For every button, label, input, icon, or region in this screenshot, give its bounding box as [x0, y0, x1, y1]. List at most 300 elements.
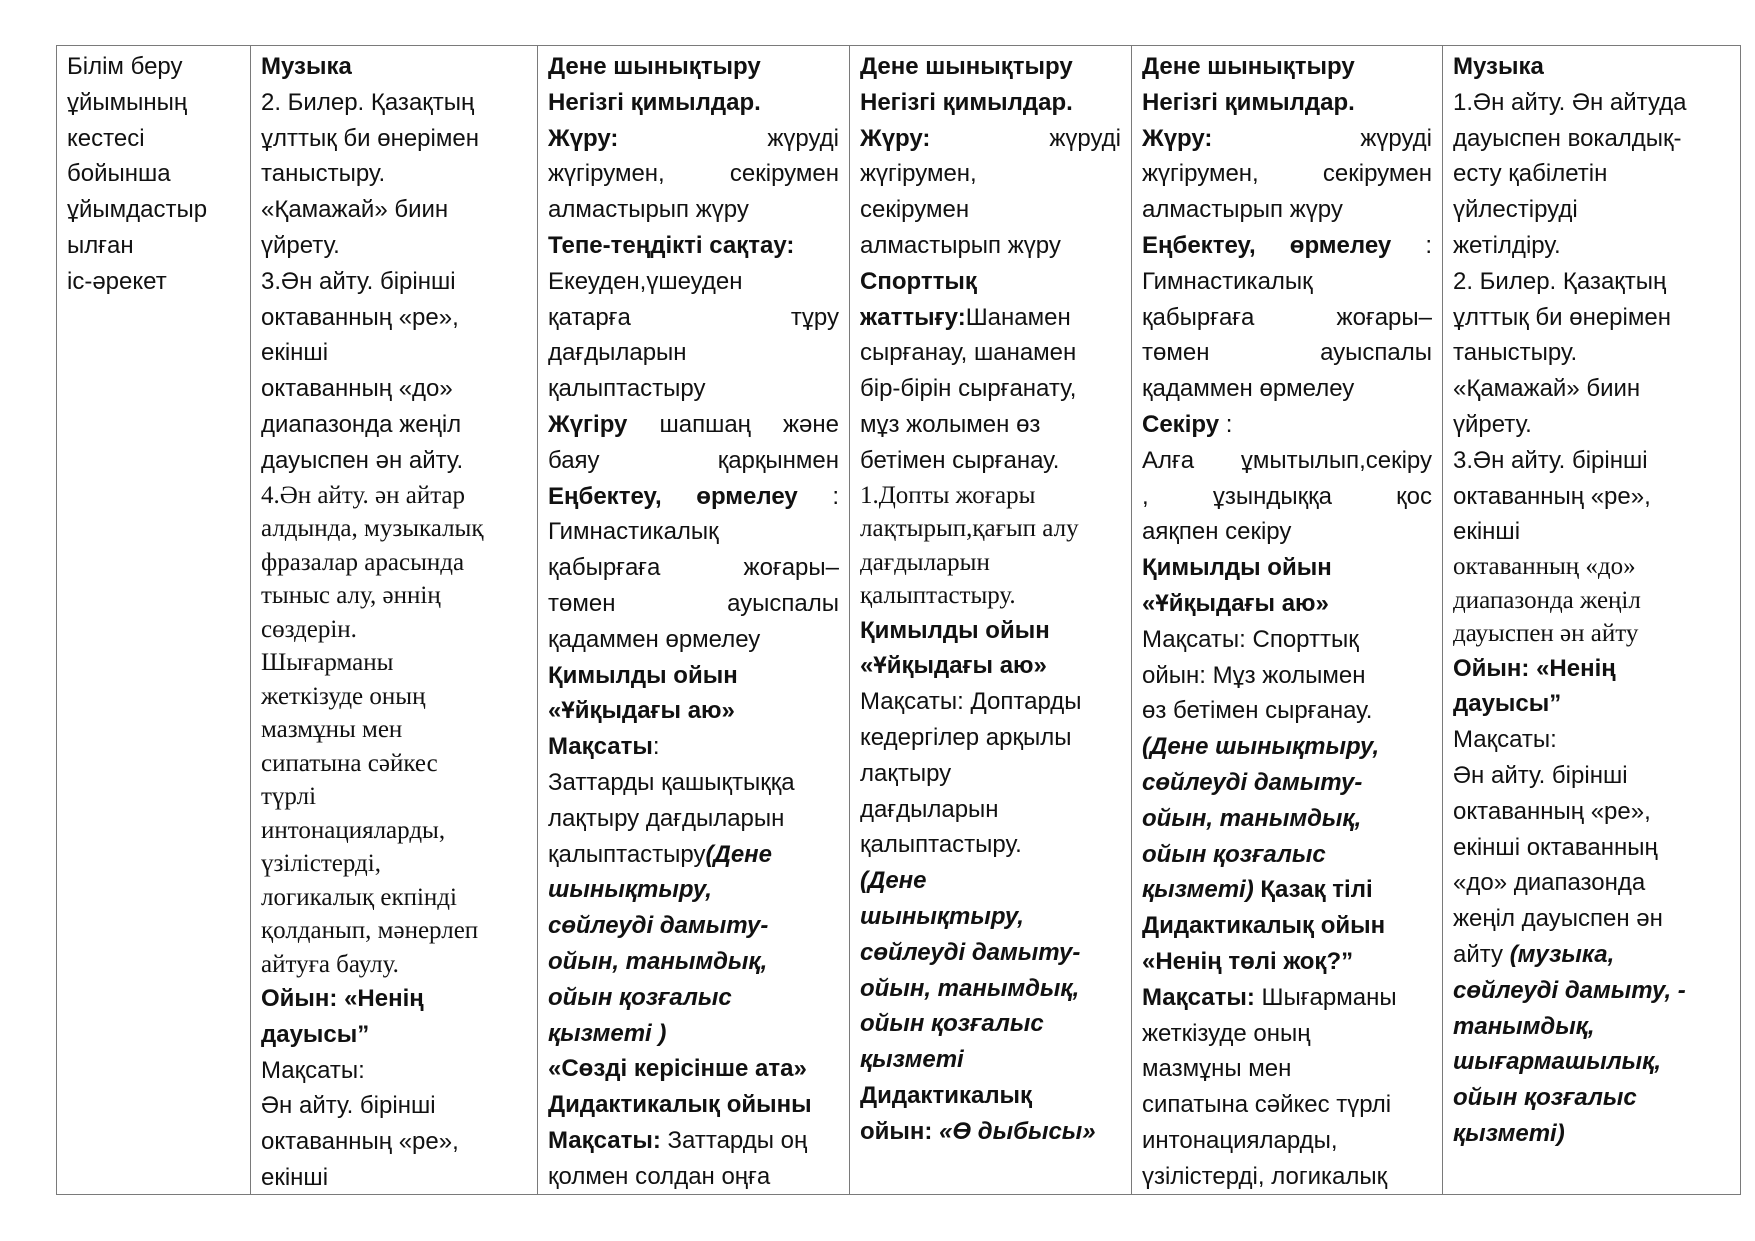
- cell-text: Қимылды ойын: [860, 616, 1050, 644]
- row-header-cell: [57, 46, 251, 1195]
- cell-text: лақтыру: [860, 759, 952, 787]
- column-cell-1: [251, 46, 538, 1195]
- cell-text: төмен ауыспалы: [548, 589, 839, 617]
- cell-line: [548, 156, 839, 192]
- cell-text: ұлттық би өнерімен: [261, 124, 479, 152]
- cell-text: октаванның «до»: [1453, 553, 1636, 581]
- row-header-line: ылған: [67, 231, 134, 259]
- cell-text: Секіру: [1142, 410, 1220, 438]
- cell-text: сырғанау, шанамен: [860, 339, 1077, 367]
- cell-text: қалыптастыру: [548, 375, 706, 403]
- cell-text: ойын қозғалыс: [1453, 1084, 1637, 1112]
- cell-line: [1453, 722, 1730, 758]
- cell-text: сөйлеуді дамыту-: [860, 938, 1081, 966]
- cell-text: «Сөзді керісінше ата»: [548, 1055, 807, 1083]
- cell-text: Мақсаты:: [1142, 983, 1255, 1011]
- cell-text: октаванның «до»: [261, 375, 453, 403]
- cell-text: октаванның «ре»,: [1453, 797, 1651, 825]
- row-header-line: ұйымының: [67, 88, 188, 116]
- cell-text: қызметі: [860, 1046, 964, 1074]
- cell-text: қызметі ): [548, 1019, 667, 1047]
- cell-text: «Ненің төлі жоқ?”: [1142, 947, 1354, 975]
- cell-text: Шанамен: [965, 303, 1071, 331]
- cell-line: [261, 981, 527, 1017]
- cell-text: қызметі): [1142, 876, 1254, 904]
- cell-line: [548, 908, 839, 944]
- cell-text: Мақсаты: Доптарды: [860, 688, 1082, 716]
- cell-text: кедергілер арқылы: [860, 723, 1072, 751]
- cell-line: [261, 407, 527, 443]
- cell-line: [261, 747, 527, 781]
- cell-line: [261, 479, 527, 513]
- cell-line: [261, 814, 527, 848]
- cell-text: үйлестіруді: [1453, 196, 1578, 224]
- cell-line: [261, 121, 527, 157]
- cell-text: аяқпен секіру: [1142, 518, 1292, 546]
- cell-line: [1142, 693, 1432, 729]
- row-header-line: бойынша: [67, 160, 171, 188]
- cell-text: алмастырып жүру: [1142, 196, 1343, 224]
- cell-line: [548, 729, 839, 765]
- cell-text: Мақсаты:: [548, 1126, 661, 1154]
- cell-line: [1453, 758, 1730, 794]
- cell-text: «Ұйқыдағы аю»: [548, 697, 735, 725]
- cell-line: [548, 1087, 839, 1123]
- cell-text: төмен ауыспалы: [1142, 339, 1432, 367]
- cell-text: бетімен сырғанау.: [860, 446, 1060, 474]
- cell-line: [548, 1051, 839, 1087]
- cell-text: 2. Билер. Қазақтың: [1453, 267, 1667, 295]
- cell-line: [1453, 1009, 1730, 1045]
- cell-content: [1453, 49, 1730, 1189]
- cell-line: [1142, 729, 1432, 765]
- cell-line: [1453, 617, 1730, 651]
- cell-text: Ән айту. бірінші: [261, 1092, 436, 1120]
- cell-content: [860, 49, 1121, 1189]
- cell-line: [548, 1159, 839, 1189]
- cell-line: [860, 1006, 1121, 1042]
- cell-text: ойын, танымдық,: [548, 947, 768, 975]
- cell-text: Заттарды қашықтыққа: [548, 768, 795, 796]
- cell-line: [1142, 1051, 1432, 1087]
- cell-line: [860, 684, 1121, 720]
- cell-line: [1142, 1016, 1432, 1052]
- cell-text: Ойын: «Ненің: [261, 985, 424, 1013]
- cell-text: Шығарманы: [261, 649, 394, 677]
- cell-line: [1142, 980, 1432, 1016]
- cell-line: [548, 765, 839, 801]
- cell-text: интонацияларды,: [1142, 1126, 1338, 1154]
- row-header-text: [67, 49, 240, 1189]
- cell-line: [860, 264, 1121, 300]
- cell-text: Алға ұмытылып,секіру: [1142, 446, 1432, 474]
- cell-text: шапшаң және: [627, 410, 839, 438]
- cell-line: [548, 407, 839, 443]
- cell-line: [1453, 443, 1730, 479]
- cell-text: Негізгі қимылдар.: [548, 88, 761, 116]
- cell-line: [1453, 865, 1730, 901]
- cell-line: [261, 546, 527, 580]
- cell-text: сөйлеуді дамыту-: [1142, 768, 1363, 796]
- cell-text: фразалар арасында: [261, 548, 465, 576]
- cell-line: [860, 49, 1121, 85]
- cell-text: ойын қозғалыс: [548, 983, 732, 1011]
- cell-line: [1453, 550, 1730, 584]
- cell-text: Гимнастикалық: [548, 518, 719, 546]
- cell-line: [548, 1123, 839, 1159]
- cell-text: «Ө дыбысы»: [939, 1117, 1096, 1145]
- cell-line: [1453, 479, 1730, 515]
- cell-text: ойын: Мұз жолымен: [1142, 661, 1366, 689]
- cell-text: Дене шынықтыру: [860, 53, 1073, 80]
- cell-line: [261, 847, 527, 881]
- cell-line: [860, 935, 1121, 971]
- cell-line: [1142, 765, 1432, 801]
- cell-line: [1453, 335, 1730, 371]
- cell-text: дауысы”: [261, 1020, 370, 1048]
- cell-text: Гимнастикалық: [1142, 267, 1313, 295]
- cell-line: [860, 371, 1121, 407]
- cell-text: қолмен солдан оңға: [548, 1162, 771, 1189]
- cell-text: ойын, танымдық,: [1142, 804, 1362, 832]
- cell-line: [548, 335, 839, 371]
- cell-text: дауыспен вокалдық-: [1453, 124, 1682, 152]
- cell-text: «Қамажай» биин: [261, 196, 449, 224]
- cell-text: жүруді: [618, 124, 839, 152]
- cell-text: қалыптастыру: [548, 840, 706, 868]
- cell-text: 3.Ән айту. бірінші: [261, 267, 456, 295]
- cell-line: [548, 228, 839, 264]
- cell-text: лақтыру дағдыларын: [548, 804, 785, 832]
- cell-text: қадаммен өрмелеу: [1142, 375, 1355, 403]
- cell-line: [261, 948, 527, 982]
- cell-text: Дене шынықтыру: [548, 53, 761, 80]
- cell-text: қалыптастыру.: [860, 831, 1022, 859]
- cell-text: таныстыру.: [261, 160, 386, 188]
- cell-text: танымдық,: [1453, 1012, 1595, 1040]
- cell-line: [860, 443, 1121, 479]
- cell-line: [1453, 1080, 1730, 1116]
- cell-text: :: [652, 733, 660, 761]
- cell-line: [548, 980, 839, 1016]
- cell-line: [1453, 371, 1730, 407]
- cell-line: [261, 335, 527, 371]
- cell-text: 1.Ән айту. Ән айтуда: [1453, 88, 1687, 116]
- cell-line: [1142, 443, 1432, 479]
- cell-line: [860, 827, 1121, 863]
- cell-text: :: [1219, 410, 1233, 438]
- cell-line: [860, 1114, 1121, 1150]
- cell-line: [1142, 550, 1432, 586]
- cell-line: [1142, 908, 1432, 944]
- cell-text: 4.Ән айту. ән айтар: [261, 481, 466, 509]
- cell-line: [1453, 228, 1730, 264]
- table-row: [57, 46, 1741, 1195]
- cell-text: екінші: [1453, 518, 1521, 546]
- cell-line: [1142, 121, 1432, 157]
- cell-text: лақтырып,қағып алу: [860, 515, 1079, 543]
- cell-line: [860, 228, 1121, 264]
- cell-text: қабырғаға жоғары–: [1142, 303, 1432, 331]
- cell-content: [261, 49, 527, 1189]
- cell-line: [1453, 121, 1730, 157]
- cell-line: [860, 85, 1121, 121]
- cell-line: [261, 1017, 527, 1053]
- cell-line: [548, 693, 839, 729]
- cell-text: дағдыларын: [548, 339, 687, 367]
- cell-line: [1142, 586, 1432, 622]
- cell-text: (Дене: [860, 867, 927, 895]
- cell-text: Жүру:: [1142, 124, 1213, 152]
- cell-line: [1142, 622, 1432, 658]
- cell-line: [1453, 973, 1730, 1009]
- cell-text: Жүру:: [860, 124, 931, 152]
- cell-line: [860, 1078, 1121, 1114]
- cell-text: Негізгі қимылдар.: [860, 88, 1073, 116]
- cell-line: [1453, 192, 1730, 228]
- cell-text: 1.Допты жоғары: [860, 481, 1036, 509]
- cell-line: [860, 512, 1121, 546]
- cell-text: «до» диапазонда: [1453, 869, 1646, 897]
- cell-text: жеткізуде оның: [1142, 1019, 1311, 1047]
- cell-line: [261, 613, 527, 647]
- cell-line: [860, 156, 1121, 192]
- cell-line: [860, 863, 1121, 899]
- cell-line: [261, 443, 527, 479]
- cell-text: Ән айту. бірінші: [1453, 762, 1628, 790]
- cell-text: Заттарды оң: [660, 1126, 808, 1154]
- cell-text: алдында, музыкалық: [261, 515, 484, 543]
- row-header-line: кестесі: [67, 124, 145, 152]
- cell-line: [548, 121, 839, 157]
- cell-text: Тепе-теңдікті сақтау:: [548, 231, 795, 259]
- cell-line: [261, 680, 527, 714]
- cell-line: [1453, 514, 1730, 550]
- cell-line: [1142, 479, 1432, 515]
- cell-line: [548, 658, 839, 694]
- cell-line: [860, 479, 1121, 513]
- cell-text: :: [1391, 231, 1432, 259]
- cell-text: октаванның «ре»,: [261, 1128, 459, 1156]
- cell-line: [1453, 794, 1730, 830]
- cell-line: [548, 85, 839, 121]
- cell-text: секірумен: [860, 196, 970, 224]
- cell-text: үйрету.: [261, 231, 340, 259]
- cell-content: [548, 49, 839, 1189]
- cell-text: ұлттық би өнерімен: [1453, 303, 1671, 331]
- cell-text: Дидактикалық ойыны: [548, 1091, 812, 1119]
- cell-text: диапазонда жеңіл: [1453, 586, 1641, 614]
- column-cell-4: [1132, 46, 1443, 1195]
- cell-line: [548, 622, 839, 658]
- cell-line: [1453, 300, 1730, 336]
- cell-text: шынықтыру,: [548, 876, 712, 904]
- cell-line: [1453, 1044, 1730, 1080]
- cell-text: жетілдіру.: [1453, 231, 1561, 259]
- cell-line: [261, 713, 527, 747]
- cell-text: шынықтыру,: [860, 902, 1024, 930]
- cell-text: таныстыру.: [1453, 339, 1578, 367]
- cell-text: бір-бірін сырғанату,: [860, 375, 1077, 403]
- cell-line: [1453, 264, 1730, 300]
- row-header-line: іс-әрекет: [67, 267, 167, 295]
- cell-line: [261, 192, 527, 228]
- cell-text: жаттығу:: [860, 303, 966, 331]
- cell-text: Қимылды ойын: [548, 661, 738, 689]
- cell-line: [548, 1016, 839, 1052]
- cell-line: [1142, 156, 1432, 192]
- cell-text: қолданып, мәнерлеп: [261, 917, 479, 945]
- cell-text: Музыка: [261, 53, 352, 80]
- cell-text: дағдыларын: [860, 795, 999, 823]
- cell-text: интонацияларды,: [261, 816, 446, 844]
- cell-text: «Ұйқыдағы аю»: [860, 652, 1047, 680]
- cell-line: [860, 192, 1121, 228]
- cell-line: [1453, 686, 1730, 722]
- cell-text: алмастырып жүру: [548, 196, 749, 224]
- cell-text: Қимылды ойын: [1142, 554, 1332, 582]
- cell-text: екінші: [261, 339, 329, 367]
- cell-text: дағдыларын: [860, 548, 990, 576]
- cell-line: [261, 914, 527, 948]
- cell-line: [1142, 228, 1432, 264]
- cell-line: [1142, 514, 1432, 550]
- cell-text: қатарға тұру: [548, 303, 839, 331]
- cell-line: [1453, 1116, 1730, 1152]
- cell-line: [1453, 830, 1730, 866]
- cell-text: алмастырып жүру: [860, 231, 1061, 259]
- row-header-line: ұйымдастыр: [67, 196, 208, 224]
- cell-text: жеткізуде оның: [261, 682, 426, 710]
- cell-text: Еңбектеу, өрмелеу: [1142, 231, 1392, 259]
- cell-line: [860, 1042, 1121, 1078]
- cell-line: [1142, 801, 1432, 837]
- cell-line: [1453, 901, 1730, 937]
- cell-text: 3.Ән айту. бірінші: [1453, 446, 1648, 474]
- cell-text: дауысы”: [1453, 690, 1562, 718]
- cell-line: [1142, 192, 1432, 228]
- cell-line: [261, 264, 527, 300]
- cell-text: жүгірумен, секірумен: [548, 160, 839, 188]
- cell-line: [261, 881, 527, 915]
- cell-line: [261, 85, 527, 121]
- cell-line: [261, 1124, 527, 1160]
- cell-text: жүгірумен,: [860, 160, 977, 188]
- cell-line: [261, 512, 527, 546]
- cell-text: тыныс алу, әннің: [261, 582, 441, 610]
- cell-line: [1142, 1087, 1432, 1123]
- cell-line: [1453, 937, 1730, 973]
- cell-line: [548, 872, 839, 908]
- cell-line: [261, 228, 527, 264]
- cell-text: үйрету.: [1453, 410, 1532, 438]
- cell-text: Еңбектеу, өрмелеу: [548, 482, 798, 510]
- cell-text: Негізгі қимылдар.: [1142, 88, 1355, 116]
- cell-text: өз бетімен сырғанау.: [1142, 697, 1373, 725]
- cell-text: Дидактикалық: [860, 1081, 1033, 1109]
- cell-line: [860, 613, 1121, 649]
- cell-text: екінші октаванның: [1453, 833, 1658, 861]
- cell-text: қабырғаға жоғары–: [548, 554, 839, 582]
- cell-line: [548, 801, 839, 837]
- cell-text: ойын қозғалыс: [860, 1010, 1044, 1038]
- cell-text: жеңіл дауыспен ән: [1453, 905, 1663, 933]
- cell-text: қадаммен өрмелеу: [548, 625, 761, 653]
- cell-line: [261, 156, 527, 192]
- cell-line: [548, 192, 839, 228]
- cell-line: [1142, 264, 1432, 300]
- cell-line: [261, 49, 527, 85]
- cell-content: [1142, 49, 1432, 1189]
- cell-line: [860, 121, 1121, 157]
- cell-line: [548, 443, 839, 479]
- cell-line: [1142, 837, 1432, 873]
- cell-text: Ойын: «Ненің: [1453, 654, 1616, 682]
- cell-line: [261, 1053, 527, 1089]
- cell-text: үзілістерді, логикалық: [1142, 1162, 1388, 1189]
- cell-text: диапазонда жеңіл: [261, 410, 462, 438]
- cell-line: [548, 586, 839, 622]
- cell-line: [548, 550, 839, 586]
- cell-text: екінші: [261, 1164, 329, 1189]
- cell-text: жүгірумен, секірумен: [1142, 160, 1432, 188]
- cell-line: [548, 264, 839, 300]
- cell-line: [860, 335, 1121, 371]
- cell-line: [548, 300, 839, 336]
- cell-line: [1142, 300, 1432, 336]
- cell-line: [1142, 335, 1432, 371]
- cell-text: үзілістерді,: [261, 850, 381, 878]
- cell-text: «Қамажай» биин: [1453, 375, 1641, 403]
- cell-line: [1142, 944, 1432, 980]
- cell-text: Қазақ тілі: [1253, 876, 1373, 904]
- cell-line: [1142, 1123, 1432, 1159]
- cell-line: [548, 514, 839, 550]
- column-cell-5: [1443, 46, 1741, 1195]
- cell-text: мазмұны мен: [261, 716, 403, 744]
- cell-text: Дене шынықтыру: [1142, 53, 1355, 80]
- cell-line: [860, 300, 1121, 336]
- cell-line: [548, 837, 839, 873]
- cell-text: қалыптастыру.: [860, 582, 1016, 610]
- cell-line: [860, 756, 1121, 792]
- cell-line: [548, 371, 839, 407]
- cell-line: [261, 300, 527, 336]
- cell-text: Музыка: [1453, 53, 1544, 80]
- cell-line: [1142, 371, 1432, 407]
- cell-line: [261, 579, 527, 613]
- cell-text: Спорттық: [860, 267, 977, 295]
- cell-text: айту: [1453, 941, 1510, 969]
- cell-text: октаванның «ре»,: [261, 303, 459, 331]
- cell-line: [860, 648, 1121, 684]
- cell-text: мұз жолымен өз: [860, 410, 1041, 438]
- cell-line: [860, 407, 1121, 443]
- cell-text: қызметі): [1453, 1120, 1565, 1148]
- cell-text: сөйлеуді дамыту-: [548, 912, 769, 940]
- cell-text: есту қабілетін: [1453, 160, 1608, 188]
- cell-text: «Ұйқыдағы аю»: [1142, 589, 1329, 617]
- cell-line: [860, 579, 1121, 613]
- cell-line: [548, 479, 839, 515]
- cell-line: [860, 971, 1121, 1007]
- cell-text: Мақсаты: Спорттық: [1142, 625, 1359, 653]
- cell-text: Мақсаты: [548, 733, 653, 761]
- cell-line: [1453, 651, 1730, 687]
- cell-text: Жүру:: [548, 124, 619, 152]
- cell-text: айтуға баулу.: [261, 950, 399, 978]
- cell-line: [1142, 658, 1432, 694]
